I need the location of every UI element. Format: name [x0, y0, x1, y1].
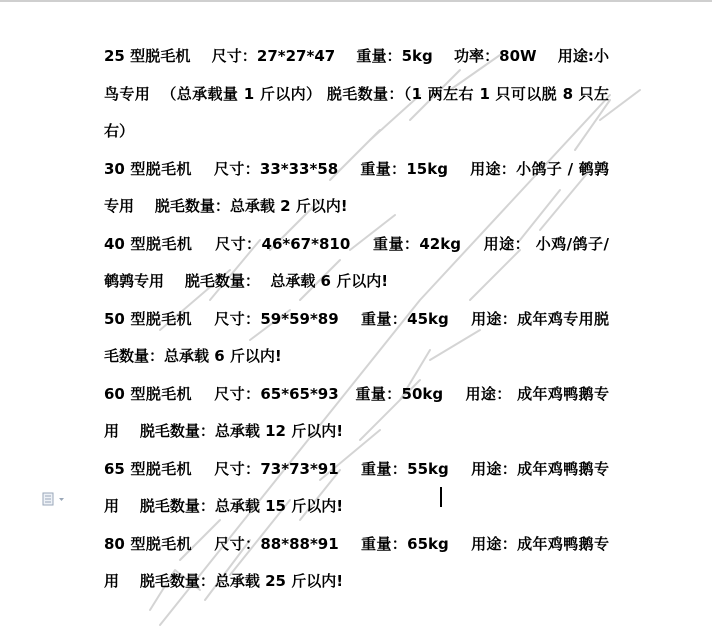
paragraph-25: 25 型脱毛机 尺寸：27*27*47 重量：5kg 功率：80W 用途:小鸟专用 （总承载量 1 斤以内） 脱毛数量：（1 两左右 1 只可以脱 8 只左右）	[104, 47, 609, 140]
paragraph-80: 80 型脱毛机 尺寸：88*88*91 重量：65kg 用途：成年鸡鸭鹅专用 脱毛数量：总承载 25 斤以内!	[104, 534, 609, 590]
paragraph-50: 50 型脱毛机 尺寸：59*59*89 重量：45kg 用途：成年鸡专用脱毛数量：总承载 6 斤以内!	[104, 309, 609, 365]
paragraph-options-button[interactable]	[42, 491, 66, 505]
paragraph-60: 60 型脱毛机 尺寸：65*65*93 重量：50kg 用途： 成年鸡鸭鹅专用 脱毛数量：总承载 12 斤以内!	[104, 384, 609, 440]
page-top-rule	[0, 0, 712, 2]
paragraph-30: 30 型脱毛机 尺寸：33*33*58 重量：15kg 用途：小鸽子 / 鹌鹑专用 脱毛数量：总承载 2 斤以内!	[104, 159, 609, 215]
paragraph-40: 40 型脱毛机 尺寸：46*67*810 重量：42kg 用途： 小鸡/鸽子/鹌鹑专用 脱毛数量： 总承载 6 斤以内!	[104, 234, 609, 290]
paragraph-65: 65 型脱毛机 尺寸：73*73*91 重量：55kg 用途：成年鸡鸭鹅专用 脱毛数量：总承载 15 斤以内!	[104, 459, 609, 515]
document-icon	[42, 492, 66, 506]
text-cursor	[440, 487, 442, 507]
document-body[interactable]	[104, 38, 609, 601]
